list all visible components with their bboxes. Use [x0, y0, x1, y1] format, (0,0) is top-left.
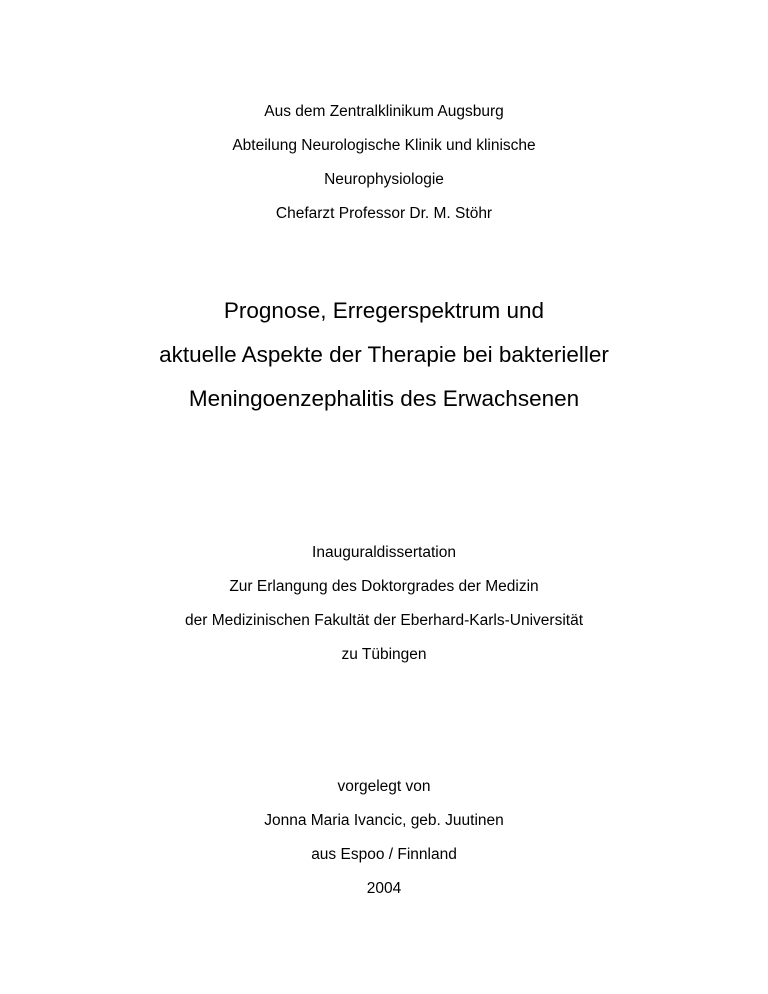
faculty-line: der Medizinischen Fakultät der Eberhard-Karls-Universität — [185, 612, 583, 629]
thesis-title-line-2: aktuelle Aspekte der Therapie bei bakterieller — [159, 342, 609, 367]
institution-line: Aus dem Zentralklinikum Augsburg — [264, 103, 504, 120]
author-origin: aus Espoo / Finnland — [311, 846, 457, 863]
city-line: zu Tübingen — [341, 646, 427, 663]
submitted-by-label: vorgelegt von — [337, 778, 431, 795]
thesis-title-line-1: Prognose, Erregerspektrum und — [223, 298, 545, 323]
year: 2004 — [366, 880, 402, 897]
degree-line: Zur Erlangung des Doktorgrades der Medizin — [229, 578, 539, 595]
department-line: Abteilung Neurologische Klinik und klinische — [232, 137, 536, 154]
department-line-continued: Neurophysiologie — [324, 171, 444, 188]
thesis-title-line-3: Meningoenzephalitis des Erwachsenen — [188, 386, 580, 411]
dissertation-type: Inauguraldissertation — [312, 544, 456, 561]
author-name: Jonna Maria Ivancic, geb. Juutinen — [264, 812, 504, 829]
chief-physician-line: Chefarzt Professor Dr. M. Stöhr — [275, 205, 493, 222]
